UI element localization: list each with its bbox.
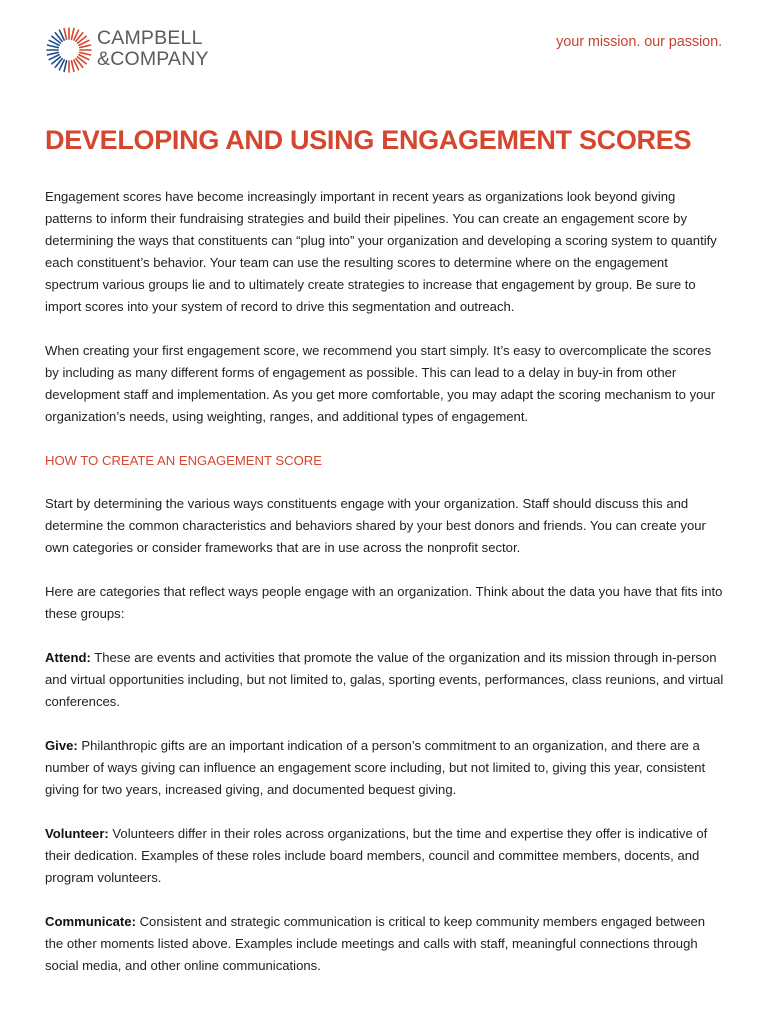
category-term: Attend:: [45, 650, 91, 665]
intro-paragraph-1: Engagement scores have become increasingly important in recent years as organizations look beyond giving patterns to inform their fundraising strategies and build their pipelines. You can create an engagement score by determining the ways that constituents can “plug into” your organization and developing a scoring system to quantify each constituent’s behavior. Your team can use the resulting scores to determine where on the engagement spectrum various groups lie and to ultimately create strategies to increase that engagement by group. Be sure to import scores into your system of record to drive this segmentation and outreach.: [45, 189, 717, 314]
category-volunteer: [45, 823, 725, 889]
category-term: Communicate:: [45, 914, 136, 929]
campbell-logo-icon: [45, 26, 93, 74]
category-term: Give:: [45, 738, 78, 753]
category-description: These are events and activities that promote the value of the organization and its mission through in-person and virtual opportunities including, but not limited to, galas, sporting events, performances, class reunions, and virtual conferences.: [45, 650, 724, 709]
category-communicate: [45, 911, 725, 977]
logo-ray: [64, 61, 66, 72]
page-header: [45, 24, 725, 80]
category-description: Volunteers differ in their roles across organizations, but the time and expertise they offer is indicative of their dedication. Examples of these roles include board members, council and committee members, docents, and program volunteers.: [45, 826, 708, 885]
intro-paragraph-2: When creating your first engagement score, we recommend you start simply. It’s easy to overcomplicate the scores by including as many different forms of engagement as possible. This can lead to a delay in buy-in from other development staff and implementation. As you get more comfortable, you may adapt the scoring mechanism to your organization’s needs, using weighting, ranges, and additional types of engagement.: [45, 343, 716, 424]
section-paragraph-2: Here are categories that reflect ways people engage with an organization. Think about the data you have that fits into these groups:: [45, 584, 723, 621]
logo-ray: [80, 45, 91, 47]
logo-ray: [71, 29, 73, 40]
category-attend: [45, 647, 725, 713]
document-body: [45, 118, 725, 999]
section-paragraph-1: Start by determining the various ways constituents engage with your organization. Staff should discuss this and determine the common characteristics and behaviors shared by your best donors and friends. You can create your own categories or consider frameworks that are in use across the nonprofit sector.: [45, 496, 706, 555]
category-description: Consistent and strategic communication is critical to keep community members engaged between the other moments listed above. Examples include meetings and calls with staff, meaningful connections through social media, and other online communications.: [45, 914, 706, 973]
logo-ray: [80, 52, 91, 54]
logo-ray: [71, 61, 73, 72]
company-logo-wordmark: [97, 28, 209, 70]
tagline: your mission. our passion.: [556, 34, 722, 50]
logo-line-1: CAMPBELL: [97, 27, 203, 49]
category-term: Volunteer:: [45, 826, 109, 841]
section-heading: HOW TO CREATE AN ENGAGEMENT SCORE: [45, 453, 322, 468]
page-title: DEVELOPING AND USING ENGAGEMENT SCORES: [45, 125, 692, 155]
logo-ray: [48, 45, 59, 47]
logo-line-2: &COMPANY: [97, 48, 209, 70]
logo-ray: [48, 52, 59, 54]
category-description: Philanthropic gifts are an important indication of a person’s commitment to an organization, and there are a number of ways giving can influence an engagement score including, but not limited to, giving this year, consistent giving for two years, increased giving, and documented bequest giving.: [45, 738, 706, 797]
logo-ray: [64, 29, 66, 40]
category-give: [45, 735, 725, 801]
